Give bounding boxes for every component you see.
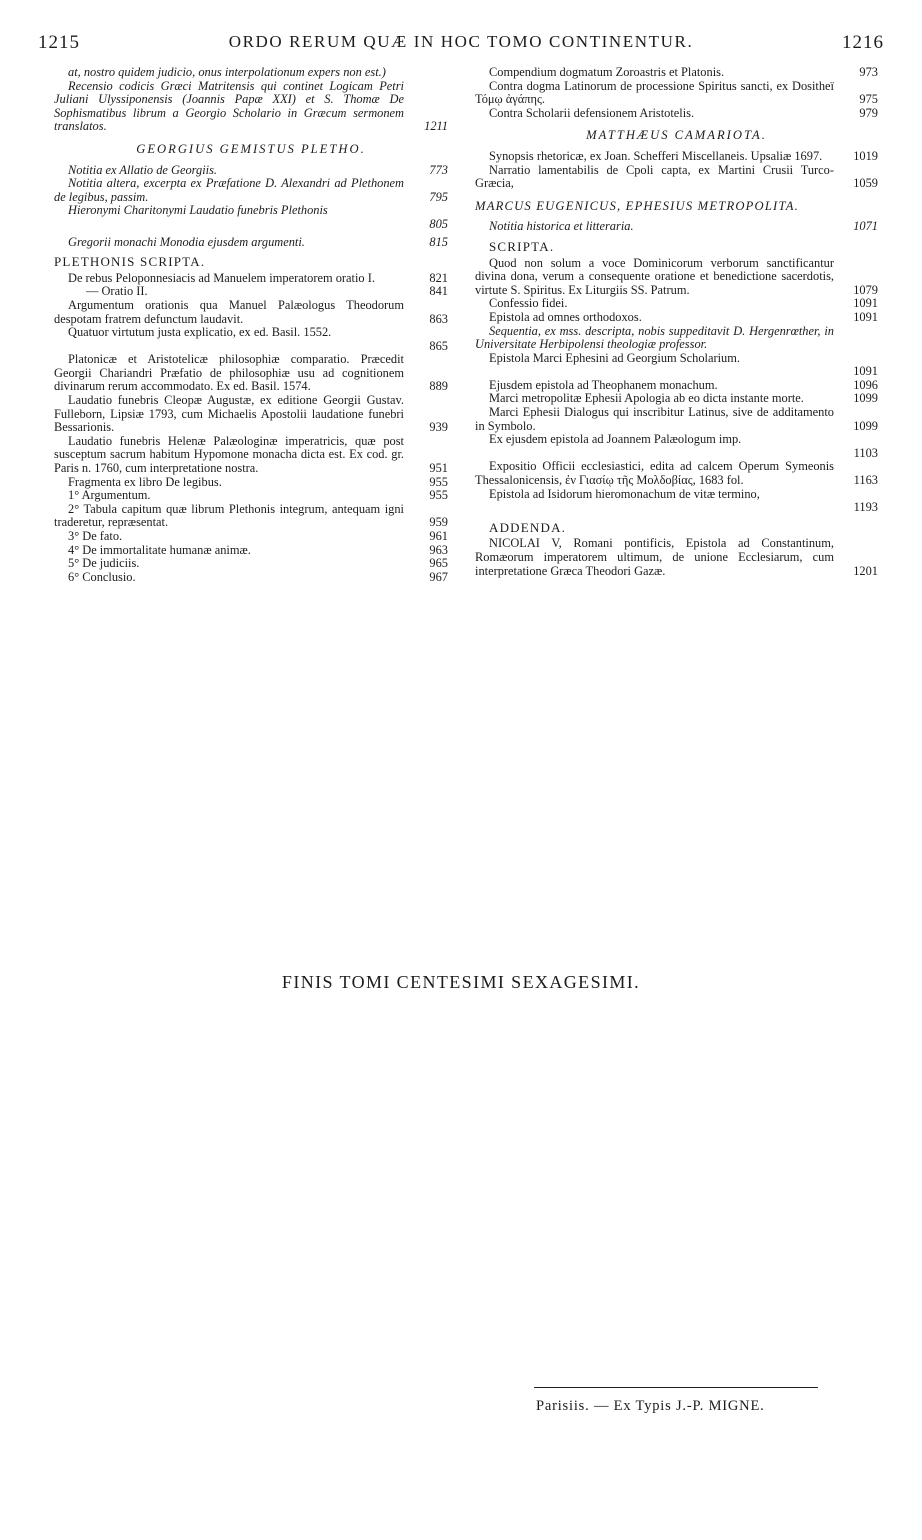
toc-entry: 2° Tabula capitum quæ librum Plethonis integrum, antequam igni traderetur, repræsentat. 959 <box>54 501 448 530</box>
running-title: ORDO RERUM QUÆ IN HOC TOMO CONTINENTUR. <box>228 32 694 51</box>
printer-imprint: Parisiis. — Ex Typis J.-P. MIGNE. <box>536 1398 765 1414</box>
page-ref: 1099 <box>853 391 878 406</box>
imprint-rule <box>534 1387 818 1388</box>
toc-entry: Quatuor virtutum justa explicatio, ex ed. Basil. 1552. 865 <box>68 325 448 353</box>
page-ref: 1163 <box>853 473 878 488</box>
toc-entry: Platonicæ et Aristotelicæ philosophiæ comparatio. Præcedit Georgii Chariandri Præfatio de philosophiæ usu ad cognitionem divinarum rerum accommodato. Ex ed. Basil. 1574. 889 <box>54 352 448 394</box>
page-ref: 955 <box>429 488 448 503</box>
page-ref: 863 <box>429 311 448 326</box>
toc-entry: Notitia ex Allatio de Georgiis. 773 <box>68 162 448 177</box>
page-ref: 1059 <box>853 176 878 191</box>
toc-entry: Contra Scholarii defensionem Aristotelis. 979 <box>489 105 878 120</box>
page-ref: 841 <box>429 284 448 299</box>
toc-entry: Sequentia, ex mss. descripta, nobis suppeditavit D. Hergenrœther, in Universitate Herbipolensi theologiæ professor. <box>475 323 834 352</box>
page-ref: 805 <box>429 216 448 231</box>
toc-entry: Argumentum orationis qua Manuel Palæologus Theodorum despotam fratrem defunctum laudavit. 863 <box>54 297 448 326</box>
page-ref: 1071 <box>853 219 878 234</box>
toc-entry: at, nostro quidem judicio, onus interpolationum expers non est.) <box>68 65 386 79</box>
page-ref: 939 <box>429 420 448 435</box>
toc-entry: Marci metropolitæ Ephesii Apologia ab eo dicta instante morte. 1099 <box>489 391 878 406</box>
toc-entry: Quod non solum a voce Dominicorum verborum sanctificantur divina dona, verum a consequente oratione et benedictione sacerdotis, virtute S. Spiritus. Ex Liturgiis SS. Patrum. 1079 <box>475 255 878 297</box>
page-ref: 1091 <box>853 309 878 324</box>
page-ref: 1211 <box>424 119 448 134</box>
page-header <box>38 32 884 54</box>
toc-entry: Laudatio funebris Helenæ Palæologinæ imperatricis, quæ post susceptum sacrum habitum Hypomone monacha dicta est. Ex cod. gr. Paris n. 1760, cum interpretatione nostra. 951 <box>54 433 448 476</box>
page-ref: 1079 <box>853 282 878 297</box>
toc-entry: Synopsis rhetoricæ, ex Joan. Schefferi Miscellaneis. Upsaliæ 1697. 1019 <box>489 148 878 163</box>
page-ref: 1091 <box>853 364 878 379</box>
right-column <box>475 66 878 578</box>
toc-entry: Fragmenta ex libro De legibus. 955 <box>68 474 448 489</box>
toc-entry: Notitia altera, excerpta ex Præfatione D. Alexandri ad Plethonem de legibus, passim. 795 <box>54 176 448 204</box>
toc-entry: Expositio Officii ecclesiastici, edita ad calcem Operum Symeonis Thessalonicensis, ἐν Γιασίῳ τῆς Μολδοβίας, 1683 fol. 1163 <box>475 459 878 488</box>
page-ref: 979 <box>859 105 878 120</box>
section-heading: PLETHONIS SCRIPTA. <box>54 254 206 270</box>
toc-entry: NICOLAI V, Romani pontificis, Epistola ad Constantinum, Romæorum imperatorem ultimum, de unione Ecclesiarum, cum interpretatione Græca Theodori Gazæ. 1201 <box>475 536 878 578</box>
page-ref: 1096 <box>853 377 878 392</box>
page-ref: 1193 <box>853 500 878 515</box>
page-ref: 1201 <box>853 563 878 578</box>
page-ref: 1099 <box>853 418 878 433</box>
page-ref: 955 <box>429 474 448 489</box>
toc-entry: — Oratio II. 841 <box>86 284 448 299</box>
toc-entry: 5° De judiciis. 965 <box>68 556 448 571</box>
toc-entry: Hieronymi Charitonymi Laudatio funebris Plethonis 805 <box>68 203 448 231</box>
toc-entry: Marci Ephesii Dialogus qui inscribitur Latinus, sive de additamento in Symbolo. 1099 <box>475 405 878 433</box>
toc-entry: Epistola Marci Ephesini ad Georgium Scholarium. 1091 <box>489 350 878 379</box>
toc-entry: Gregorii monachi Monodia ejusdem argumenti. 815 <box>68 234 448 249</box>
toc-entry: Ex ejusdem epistola ad Joannem Palæologum imp. 1103 <box>489 432 878 460</box>
page-ref: 959 <box>429 515 448 530</box>
page-ref: 1019 <box>853 148 878 163</box>
toc-entry: Ejusdem epistola ad Theophanem monachum. 1096 <box>489 377 878 392</box>
toc-entry: 4° De immortalitate humanæ animæ. 963 <box>68 542 448 557</box>
toc-entry: 3° De fato. 961 <box>68 529 448 543</box>
page-ref: 1103 <box>853 445 878 460</box>
page-number-right: 1216 <box>842 32 884 53</box>
toc-entry: Notitia historica et litteraria. 1071 <box>489 219 878 234</box>
page-ref: 975 <box>859 92 878 107</box>
toc-entry: De rebus Peloponnesiacis ad Manuelem imperatorem oratio I. 821 <box>68 270 448 285</box>
section-heading: SCRIPTA. <box>489 238 555 254</box>
left-column <box>54 66 448 584</box>
toc-entry: Narratio lamentabilis de Cpoli capta, ex Martini Crusii Turco-Græcia, 1059 <box>475 162 878 191</box>
page-ref: 951 <box>429 461 448 476</box>
section-heading: GEORGIUS GEMISTUS PLETHO. <box>136 141 366 156</box>
page-ref: 963 <box>429 542 448 557</box>
page-ref: 815 <box>429 234 448 249</box>
toc-entry: Recensio codicis Græci Matritensis qui continet Logicam Petri Juliani Ulyssiponensis (Joannis Papæ XXI) et S. Thomæ De Sophismatibus librum a Georgio Scholario in Græcum sermonem translatos. 1211 <box>54 78 448 134</box>
page-ref: 795 <box>429 189 448 204</box>
section-heading: MARCUS EUGENICUS, EPHESIUS METROPOLITA. <box>475 198 799 213</box>
page-ref: 865 <box>429 338 448 353</box>
section-heading: ADDENDA. <box>489 519 567 535</box>
section-heading: MATTHÆUS CAMARIOTA. <box>586 128 767 143</box>
toc-entry: Epistola ad Isidorum hieromonachum de vitæ termino, 1193 <box>489 486 878 515</box>
toc-entry: Epistola ad omnes orthodoxos. 1091 <box>489 309 878 324</box>
toc-entry: Laudatio funebris Cleopæ Augustæ, ex editione Georgii Gustav. Fulleborn, Lipsiæ 1793, cum Michaelis Apostolii laudatione funebri Bessarionis. 939 <box>54 393 448 435</box>
end-of-volume-note: FINIS TOMI CENTESIMI SEXAGESIMI. <box>281 972 641 992</box>
page-ref: 889 <box>429 379 448 394</box>
toc-entry: 1° Argumentum. 955 <box>68 488 448 503</box>
page-ref: 821 <box>429 270 448 285</box>
page-ref: 1091 <box>853 296 878 311</box>
page-ref: 773 <box>429 162 448 177</box>
page-ref: 965 <box>429 556 448 571</box>
toc-entry: Compendium dogmatum Zoroastris et Platonis. 973 <box>489 65 878 79</box>
toc-entry: Confessio fidei. 1091 <box>489 296 878 311</box>
page-ref: 967 <box>429 569 448 584</box>
toc-entry: Contra dogma Latinorum de processione Spiritus sancti, ex Dositheï Τόμῳ ἀγάπης. 975 <box>475 78 878 107</box>
page-ref: 961 <box>429 529 448 543</box>
page-ref: 973 <box>859 65 878 79</box>
page-number-left: 1215 <box>38 32 80 53</box>
toc-entry: 6° Conclusio. 967 <box>68 569 448 584</box>
